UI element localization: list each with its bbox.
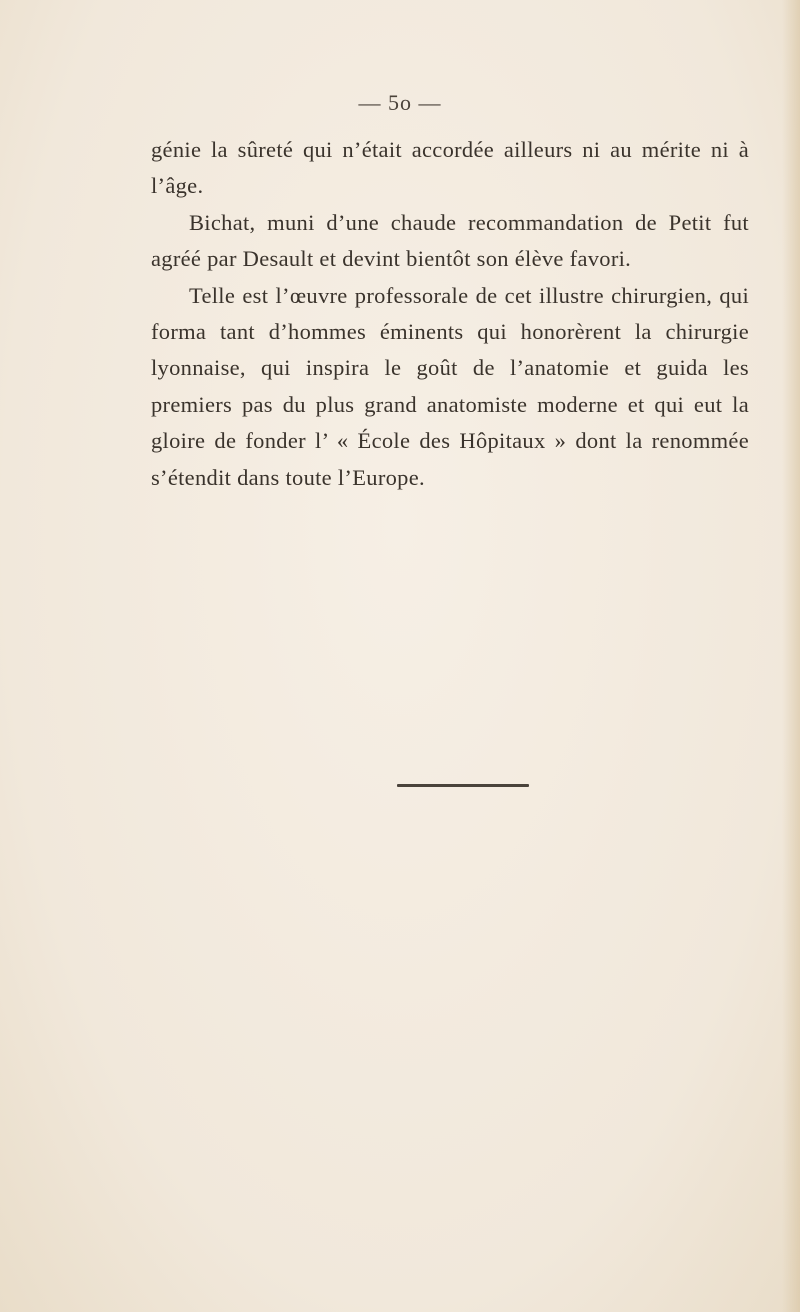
body-text (151, 132, 749, 496)
paragraph-oeuvre: Telle est l’œuvre professorale de cet illustre chirurgien, qui forma tant d’hommes éminents qui honorèrent la chirurgie lyonnaise, qui inspira le goût de l’anatomie et guida les premiers pas du plus grand anatomiste moderne et qui eut la gloire de fonder l’ « École des Hôpitaux » dont la renommée s’étendit dans toute l’Europe. (151, 282, 749, 490)
paragraph-continuation: génie la sûreté qui n’était accordée ailleurs ni au mérite ni à l’âge. (151, 137, 749, 199)
end-rule (397, 784, 529, 787)
paragraph-bichat: Bichat, muni d’une chaude recommandation de Petit fut agréé par Desault et devint bientôt son élève favori. (151, 209, 749, 272)
page-number: — 5o — (358, 90, 442, 115)
page-edge-shadow (782, 0, 800, 1312)
